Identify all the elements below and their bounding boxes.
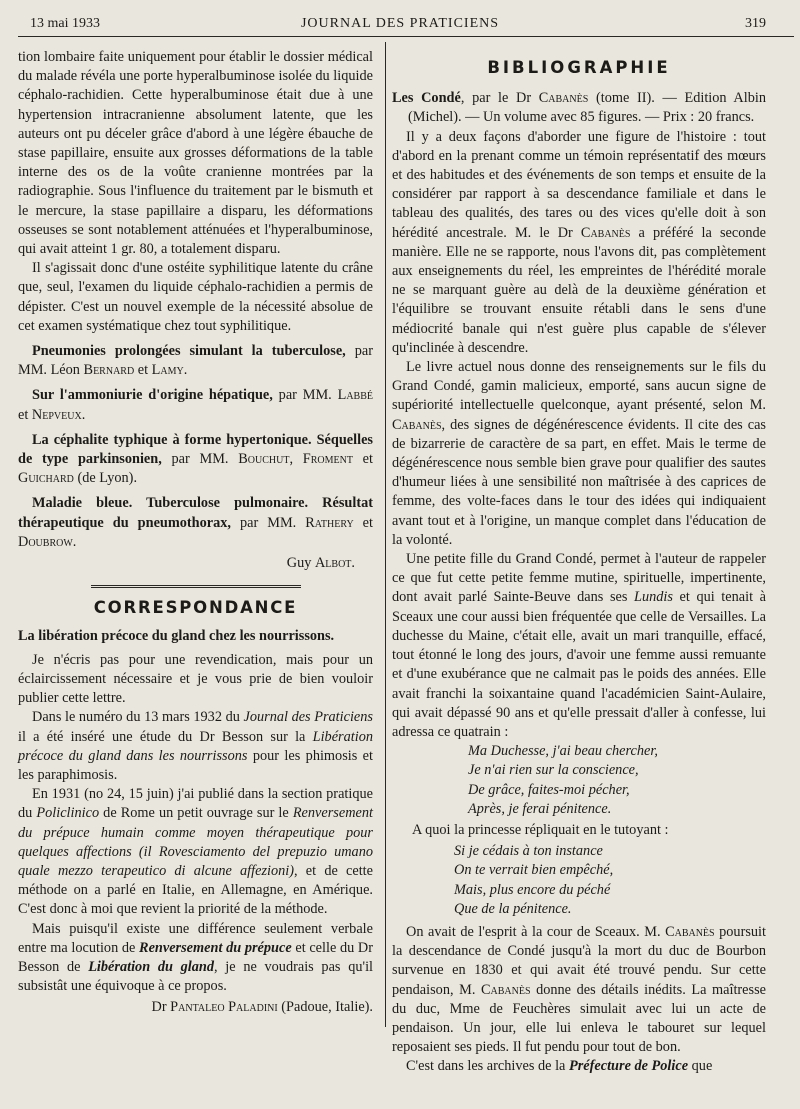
quatrain bbox=[392, 742, 766, 819]
verse-line: Mais, plus encore du péché bbox=[454, 881, 611, 898]
right-column bbox=[392, 48, 766, 1077]
page-header bbox=[0, 14, 800, 36]
verse-line: On te verrait bien empêché, bbox=[454, 862, 614, 879]
author-name: Labbé bbox=[337, 387, 373, 404]
verse-line: Je n'ai rien sur la conscience, bbox=[468, 762, 639, 779]
paragraph: On avait de l'esprit à la cour de Sceaux. M. Cabanès poursuit la descendance de Condé jusqu'à la mort du duc de Bourbon survenue en 1830 et qui avait été trouvé pendu. Sur cette pendaison, M. Cabanès donne des détails inédits. La maîtresse du duc, Mme de Feuchères simulait avec lui un acte de pendaison. Un jour, elle lui enleva le tabouret sur lequel reposaient ses pieds. Il fut pendu pour tout de bon. bbox=[392, 923, 767, 1056]
paragraph: Mais puisqu'il existe une différence seulement verbale entre ma locution de Renversement du prépuce et celle du Dr Besson de Libération du gland, je ne voudrais pas qu'il subsistât une équivoque à ce propos. bbox=[18, 920, 374, 995]
verse-line: Que de la pénitence. bbox=[454, 900, 572, 917]
verse-line: Si je cédais à ton instance bbox=[454, 843, 603, 860]
author-name: Bouchut bbox=[238, 451, 290, 468]
author-name: Lamy bbox=[151, 362, 184, 379]
letter-signature: Dr Pantaleo Paladini (Padoue, Italie). bbox=[151, 999, 373, 1016]
author-name: Bernard bbox=[83, 362, 135, 379]
author-name: Nepveux bbox=[31, 406, 82, 423]
paragraph: tion lombaire faite uniquement pour établir le dossier médical du malade révéla une porte hyperalbuminose isolée du liquide céphalo-rachidien. Cette hyperalbuminose était due à une hypertension intracranienne absolument latente, que les auteurs ont pu déceler grâce d'abord à une légère ébauche de stase papillaire, ensuite aux grosses déformations de la table interne des os de la voûte cranienne montrées par la radiographie. Sous l'influence du traitement par le bismuth et le mercure, la stase papillaire a disparu, les déformations osseuses se sont notablement atténuées et l'hyperalbuminose, qui avait atteint 1 gr. 80, a totalement disparu. bbox=[18, 49, 373, 258]
section-title-correspondance: CORRESPONDANCE bbox=[93, 598, 298, 618]
abstract-item: Sur l'ammoniurie d'origine hépatique, par MM. Labbé et Nepveux. bbox=[18, 387, 373, 423]
verse-line: Ma Duchesse, j'ai beau chercher, bbox=[468, 743, 658, 760]
abstract-title: Pneumonies prolongées simulant la tuberculose, bbox=[32, 343, 346, 360]
author-name: Froment bbox=[302, 451, 353, 468]
letter-heading: La libération précoce du gland chez les nourrissons. bbox=[18, 628, 335, 645]
author-name: Rathery bbox=[305, 514, 354, 531]
quatrain bbox=[392, 842, 766, 919]
book-reference: Les Condé, par le Dr Cabanès (tome II). — Edition Albin (Michel). — Un volume avec 85 figures. — Prix : 20 francs. bbox=[392, 90, 767, 126]
abstract-title: Sur l'ammoniurie d'origine hépatique, bbox=[32, 387, 273, 404]
left-column bbox=[18, 48, 373, 1018]
author-name: Cabanès bbox=[538, 90, 589, 107]
paragraph: En 1931 (no 24, 15 juin) j'ai publié dans la section pratique du Policlinico de Rome un petit ouvrage sur le Renversement du prépuce humain comme moyen thérapeutique pour quelques affections (il Rovesciamento del prepuzio umano quale mezzo terapeutico di alcune affezioni), et de cette méthode on a parlé en Italie, en Allemagne, en Amérique. C'est donc à moi que revient la priorité de la méthode. bbox=[18, 786, 373, 918]
book-title: Les Condé bbox=[392, 90, 461, 107]
paragraph: Une petite fille du Grand Condé, permet à l'auteur de rappeler ce que fut cette petite femme mutine, spirituelle, impertinente, dont avait parlé Sainte-Beuve dans ses Lundis et qui tenait à Sceaux une cour aussi bien fréquentée que celle de Versailles. La duchesse du Maine, c'était elle, avait un mari tranquille, effacé, tout étonné le long des jours, d'avoir une femme aussi remuante et d'une exubérance que ne calmait pas le poids des années. Elle avait franchi la soixantaine quand l'académicien Saint-Aulaire, qui avait dépassé 90 ans et qu'elle pressait d'aller à confesse, lui adressa ce quatrain : bbox=[392, 551, 766, 740]
signature: Guy Albot. bbox=[286, 555, 355, 572]
paragraph: A quoi la princesse répliquait en le tutoyant : bbox=[412, 821, 669, 838]
journal-title: JOURNAL DES PRATICIENS bbox=[300, 16, 500, 31]
paragraph: Je n'écris pas pour une revendication, mais pour un éclaircissement nécessaire et je vous prie de bien vouloir publier cette lettre. bbox=[18, 651, 373, 707]
abstract-title: Maladie bleue. Tuberculose pulmonaire. Résultat thérapeutique du pneumothorax, bbox=[18, 495, 373, 531]
issue-date: 13 mai 1933 bbox=[30, 16, 100, 31]
header-rule bbox=[18, 36, 794, 37]
author-name: Doubrow bbox=[18, 533, 73, 550]
paragraph: Il s'agissait donc d'une ostéite syphilitique latente du crâne que, seul, l'examen du liquide céphalo-rachidien a permis de dépister. C'est un nouvel exemple de la nécessité absolue de cet examen systématique chez tout syphilitique. bbox=[18, 260, 373, 334]
paragraph: Il y a deux façons d'aborder une figure de l'histoire : tout d'abord en la prenant comme un témoin représentatif des mœurs et des habitudes et des événements de son temps et ensuite de la considérer par rapport à sa descendance familiale et dans le tableau des qualités, des tares ou des vices qu'elle doit à son hérédité ancestrale. M. le Dr Cabanès a préféré la seconde manière. Elle ne se rapporte, nous l'avons dit, pas complètement aux enseignements du réel, les empreintes de l'hérédité morale ne se marquant guère au delà de la deuxième génération et l'équilibre se trouvant ensuite rétabli dans le sens d'une médiocrité banale qui n'est guère plus capable de s'élever qu'inclinée à descendre. bbox=[392, 128, 766, 356]
abstract-item: Maladie bleue. Tuberculose pulmonaire. Résultat thérapeutique du pneumothorax, par MM. Rathery et Doubrow. bbox=[18, 495, 373, 550]
abstract-title: La céphalite typhique à forme hypertonique. Séquelles de type parkinsonien, bbox=[18, 431, 373, 468]
page-number: 319 bbox=[745, 16, 766, 31]
section-title-bibliographie: BIBLIOGRAPHIE bbox=[487, 58, 671, 77]
abstract-item: Pneumonies prolongées simulant la tuberculose, par MM. Léon Bernard et Lamy. bbox=[18, 343, 373, 379]
author-name: Guichard bbox=[18, 470, 74, 487]
column-rule bbox=[385, 42, 386, 1027]
paragraph: Dans le numéro du 13 mars 1932 du Journal des Praticiens il a été inséré une étude du Dr Besson sur la Libération précoce du gland dans les nourrissons pour les phimosis et les paraphimosis. bbox=[18, 709, 374, 783]
verse-line: De grâce, faites-moi pécher, bbox=[468, 781, 630, 798]
paragraph: Le livre actuel nous donne des renseignements sur le fils du Grand Condé, gamin malicieux, emporté, sans aucun signe de supériorité intellectuelle quelconque, ayant présenté, selon M. Cabanès, des signes de dégénérescence évidents. Il cite des cas de bizarrerie de caractère de sa part, en effet. Mais le terme de dégénérescence nous semble bien grave pour qualifier des sautes d'humeur liées à une sensibilité non maîtrisée à des caprices de femme, des volte-faces dans le tour des idées qui indiquaient avant tout et à l'origine, un manque complet dans l'éducation de la volonté. bbox=[392, 359, 766, 548]
paragraph: C'est dans les archives de la Préfecture de Police que bbox=[406, 1058, 713, 1075]
abstract-item: La céphalite typhique à forme hypertonique. Séquelles de type parkinsonien, par MM. Bouchut, Froment et Guichard (de Lyon). bbox=[18, 431, 373, 487]
section-divider bbox=[91, 585, 301, 588]
verse-line: Après, je ferai pénitence. bbox=[468, 800, 612, 817]
